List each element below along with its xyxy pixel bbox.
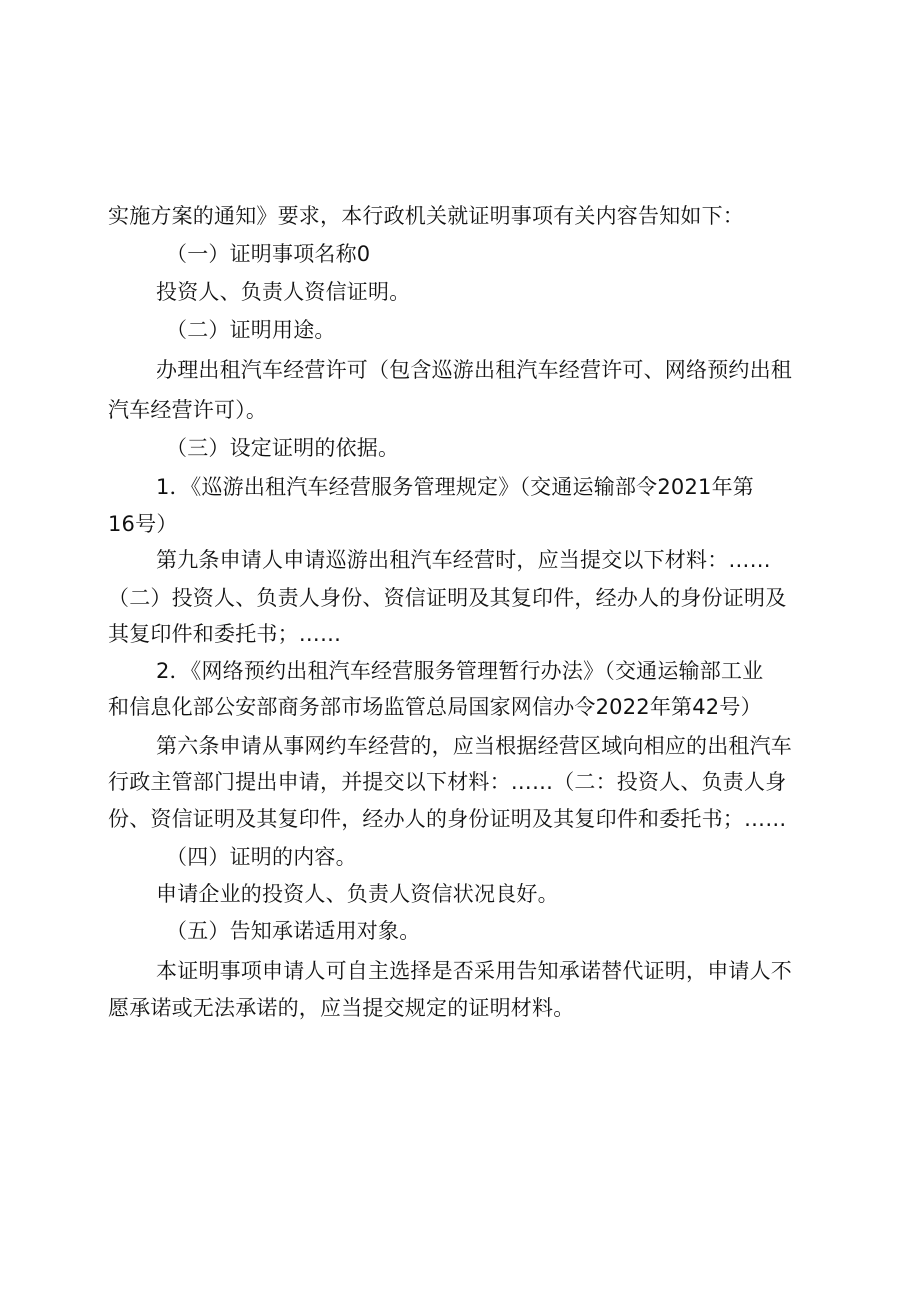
section-heading: （一）证明事项名称0 — [166, 242, 371, 266]
text-line: 实施方案的通知》要求，本行政机关就证明事项有关内容告知如下： — [108, 204, 744, 228]
paragraph-line: 第九条申请人申请巡游出租汽车经营时，应当提交以下材料：…… — [156, 548, 771, 572]
paragraph-line: 申请企业的投资人、负责人资信状况良好。 — [156, 882, 559, 906]
section-heading: （三）设定证明的依据。 — [166, 436, 400, 460]
paragraph-line: （二）投资人、负责人身份、资信证明及其复印件，经办人的身份证明及 — [108, 586, 787, 610]
paragraph-line: 1．《巡游出租汽车经营服务管理规定》（交通运输部令2021年第 — [156, 475, 755, 499]
paragraph-line: 和信息化部公安部商务部市场监管总局国家网信办令2022年第42号） — [108, 695, 762, 719]
section-heading: （二）证明用途。 — [166, 318, 336, 342]
section-heading: （五）告知承诺适用对象。 — [166, 919, 421, 943]
paragraph-line: 投资人、负责人资信证明。 — [156, 280, 411, 304]
paragraph-line: 16号） — [108, 512, 178, 536]
paragraph-line: 愿承诺或无法承诺的，应当提交规定的证明材料。 — [108, 996, 575, 1020]
paragraph-line: 汽车经营许可）。 — [108, 398, 268, 422]
paragraph-line: 其复印件和委托书；…… — [108, 622, 342, 646]
paragraph-line: 份、资信证明及其复印件，经办人的身份证明及其复印件和委托书；…… — [108, 807, 787, 831]
paragraph-line: 第六条申请从事网约车经营的，应当根据经营区域向相应的出租汽车 — [156, 734, 792, 758]
paragraph-line: 办理出租汽车经营许可（包含巡游出租汽车经营许可、网络预约出租 — [156, 358, 792, 382]
section-heading: （四）证明的内容。 — [166, 845, 357, 869]
paragraph-line: 2．《网络预约出租汽车经营服务管理暂行办法》（交通运输部工业 — [156, 659, 764, 683]
paragraph-line: 本证明事项申请人可自主选择是否采用告知承诺替代证明，申请人不 — [156, 959, 792, 983]
paragraph-line: 行政主管部门提出申请，并提交以下材料：……（二：投资人、负责人身 — [108, 770, 787, 794]
